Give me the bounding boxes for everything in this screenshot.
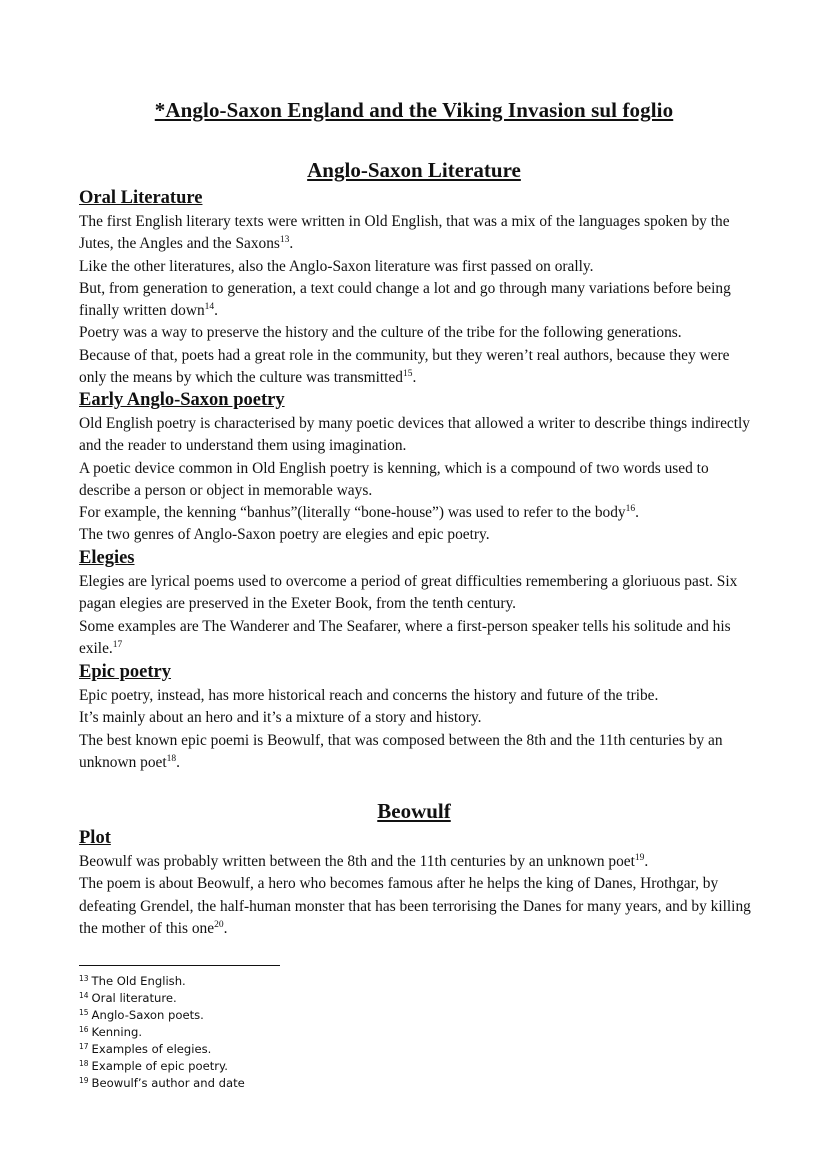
footnote-ref: 16: [625, 504, 636, 515]
plot-body: [79, 851, 759, 940]
footnote: $^{19}$ Beowulf’s author and date: [79, 1076, 245, 1090]
footnote-ref: 18: [166, 753, 177, 764]
footnote-ref: 13: [279, 235, 290, 246]
paragraph: Old English poetry is characterised by many poetic devices that allowed a writer to describe things indirectly and the reader to understand them using imagination.: [79, 415, 750, 455]
footnote: $^{14}$ Oral literature.: [79, 991, 177, 1005]
footnotes: [79, 973, 245, 1092]
footnote: $^{18}$ Example of epic poetry.: [79, 1059, 228, 1073]
subheading-early-anglo-saxon-poetry: Early Anglo-Saxon poetry: [79, 390, 285, 410]
paragraph: Beowulf was probably written between the 8th and the 11th centuries by an unknown poet$^{19}$.: [79, 853, 649, 870]
section-heading-beowulf: Beowulf: [377, 799, 451, 823]
paragraph: Poetry was a way to preserve the history and the culture of the tribe for the following generations.: [79, 324, 682, 342]
paragraph: The best known epic poemi is Beowulf, that was composed between the 8th and the 11th centuries by an unknown poet$^{18}$.: [79, 731, 723, 771]
footnote-ref: 17: [112, 639, 123, 650]
subheading-epic-poetry: Epic poetry: [79, 662, 171, 682]
subheading-elegies: Elegies: [79, 548, 135, 568]
subheading-plot: Plot: [79, 828, 111, 848]
footnote-ref: 15: [402, 369, 413, 380]
footnote-separator: [79, 965, 280, 966]
paragraph: For example, the kenning “banhus”(literally “bone-house”) was used to refer to the body$^{16}$.: [79, 504, 639, 522]
oral-literature-body: [79, 211, 759, 389]
elegies-body: [79, 571, 759, 660]
paragraph: A poetic device common in Old English poetry is kenning, which is a compound of two words used to describe a person or object in memorable ways.: [79, 459, 709, 499]
paragraph: The first English literary texts were written in Old English, that was a mix of the languages spoken by the Jutes, the Angles and the Saxons$^{13}$.: [79, 213, 730, 253]
paragraph: Epic poetry, instead, has more historical reach and concerns the history and future of the tribe.: [79, 687, 659, 704]
paragraph: It’s mainly about an hero and it’s a mixture of a story and history.: [79, 709, 482, 727]
paragraph: Some examples are The Wanderer and The Seafarer, where a first-person speaker tells his solitude and his exile.$^{17}$: [79, 617, 731, 657]
paragraph: The poem is about Beowulf, a hero who becomes famous after he helps the king of Danes, Hrothgar, by defeating Grendel, the half-human monster that has been terrorising the Danes for many years, and by killing the mother of this one$^{20}$.: [79, 875, 751, 937]
paragraph: Elegies are lyrical poems used to overcome a period of great difficulties remembering a gloriuous past. Six pagan elegies are preserved in the Exeter Book, from the tenth century.: [79, 573, 738, 613]
early-poetry-body: [79, 413, 759, 547]
footnote-ref: 20: [214, 919, 224, 930]
subheading-oral-literature: Oral Literature: [79, 188, 203, 208]
footnote-ref: 14: [204, 302, 215, 313]
epic-poetry-body: [79, 685, 759, 774]
paragraph: Because of that, poets had a great role in the community, but they weren’t real authors, because they were only the means by which the culture was transmitted$^{15}$.: [79, 346, 730, 387]
footnote: $^{13}$ The Old English.: [79, 974, 186, 988]
footnote: $^{17}$ Examples of elegies.: [79, 1042, 212, 1056]
footnote-ref: 19: [634, 853, 645, 863]
paragraph: The two genres of Anglo-Saxon poetry are elegies and epic poetry.: [79, 526, 490, 544]
footnote: $^{15}$ Anglo-Saxon poets.: [79, 1008, 204, 1022]
paragraph: But, from generation to generation, a text could change a lot and go through many variations before being finally written down$^{14}$.: [79, 279, 731, 320]
footnote: $^{16}$ Kenning.: [79, 1025, 143, 1039]
paragraph: Like the other literatures, also the Anglo-Saxon literature was first passed on orally.: [79, 257, 594, 275]
section-heading-anglo-saxon-literature: Anglo-Saxon Literature: [307, 158, 521, 182]
document-title: *Anglo-Saxon England and the Viking Invasion sul foglio: [154, 98, 674, 122]
